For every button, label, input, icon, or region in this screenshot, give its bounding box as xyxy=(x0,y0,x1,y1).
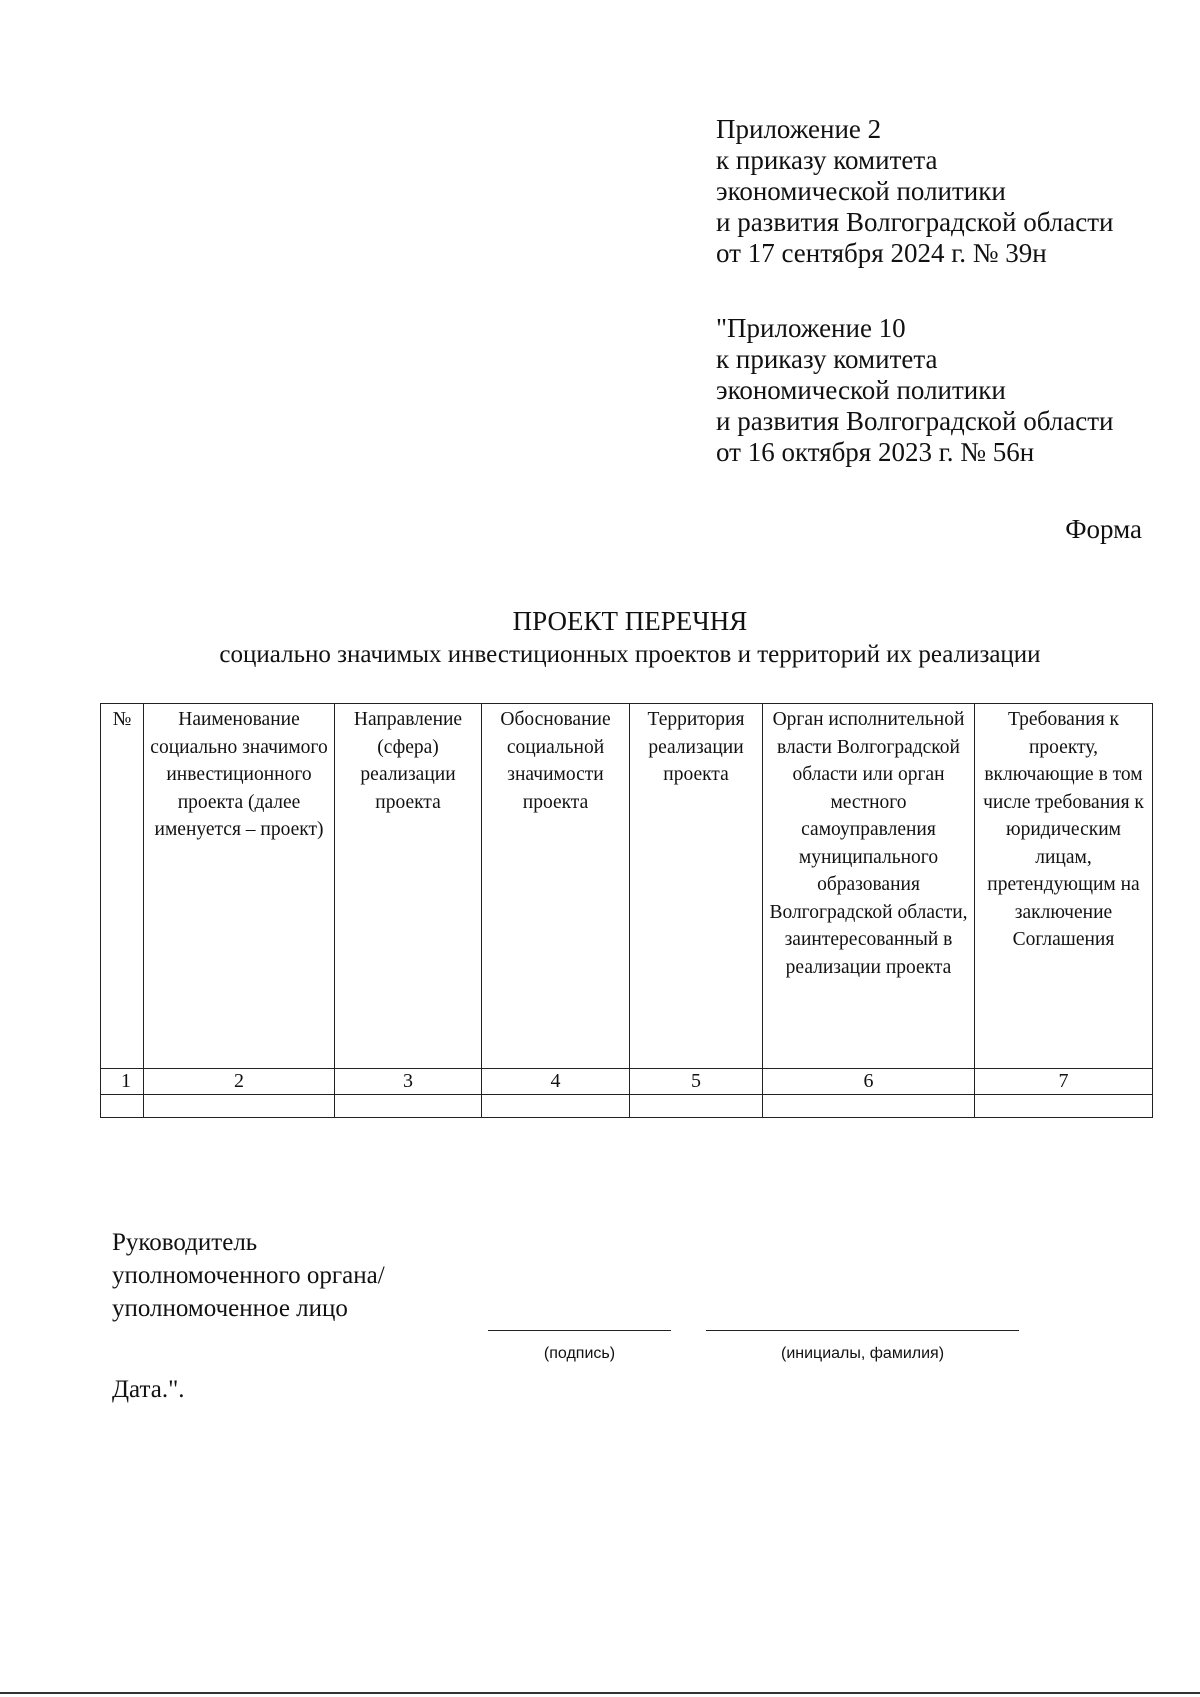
document-subtitle: социально значимых инвестиционных проектов и территорий их реализации xyxy=(219,641,1041,668)
header-authority: Орган исполнительной власти Волгоградской области или орган местного самоуправления муниципального образования Волгоградской области, заинтересованный в реализации проекта xyxy=(763,704,975,1069)
annex-current-line: от 17 сентября 2024 г. № 39н xyxy=(716,238,1047,268)
header-justification: Обоснование социальной значимости проекта xyxy=(482,704,630,1069)
annex-amended-line: от 16 октября 2023 г. № 56н xyxy=(716,437,1035,467)
signer-line: Руководитель xyxy=(112,1229,258,1256)
table-cell xyxy=(101,1095,144,1118)
table-cell xyxy=(335,1095,482,1118)
header-territory: Территория реализации проекта xyxy=(630,704,763,1069)
signature-line xyxy=(488,1330,671,1331)
column-number: 4 xyxy=(482,1069,630,1095)
document-title: ПРОЕКТ ПЕРЕЧНЯ xyxy=(512,606,748,636)
column-number: 5 xyxy=(630,1069,763,1095)
table-cell xyxy=(482,1095,630,1118)
signer-line: уполномоченное лицо xyxy=(112,1295,348,1322)
name-caption: (инициалы, фамилия) xyxy=(780,1345,945,1362)
signer-line: уполномоченного органа/ xyxy=(112,1262,385,1289)
column-number: 7 xyxy=(975,1069,1153,1095)
annex-amended-line: экономической политики xyxy=(716,375,1006,405)
column-number-row xyxy=(101,1069,1153,1095)
table-cell xyxy=(144,1095,335,1118)
annex-current-line: Приложение 2 xyxy=(716,114,882,144)
column-number: 3 xyxy=(335,1069,482,1095)
table-header-row xyxy=(101,704,1153,1069)
annex-current-line: к приказу комитета xyxy=(716,145,938,175)
column-number: 2 xyxy=(144,1069,335,1095)
annex-current-block xyxy=(716,114,1166,269)
annex-current-line: экономической политики xyxy=(716,176,1006,206)
column-number: 1 xyxy=(101,1069,144,1095)
annex-amended-line: "Приложение 10 xyxy=(716,313,906,343)
annex-amended-line: к приказу комитета xyxy=(716,344,938,374)
table-row xyxy=(101,1095,1153,1118)
table-cell xyxy=(975,1095,1153,1118)
annex-amended-block xyxy=(716,313,1166,468)
annex-amended-line: и развития Волгоградской области xyxy=(716,406,1114,436)
header-number: № xyxy=(101,704,144,1069)
table-cell xyxy=(630,1095,763,1118)
date-label: Дата.". xyxy=(112,1376,185,1403)
projects-table xyxy=(100,703,1153,1118)
signature-caption: (подпись) xyxy=(543,1345,616,1362)
column-number: 6 xyxy=(763,1069,975,1095)
name-line xyxy=(706,1330,1019,1331)
table-cell xyxy=(763,1095,975,1118)
annex-current-line: и развития Волгоградской области xyxy=(716,207,1114,237)
signer-block xyxy=(112,1226,385,1325)
form-label: Форма xyxy=(1065,514,1142,544)
scan-bottom-edge xyxy=(0,1692,1200,1694)
header-requirements: Требования к проекту, включающие в том числе требования к юридическим лицам, претендующим на заключение Соглашения xyxy=(975,704,1153,1069)
header-project-name: Наименование социально значимого инвестиционного проекта (далее именуется – проект) xyxy=(144,704,335,1069)
header-direction: Направление (сфера) реализации проекта xyxy=(335,704,482,1069)
